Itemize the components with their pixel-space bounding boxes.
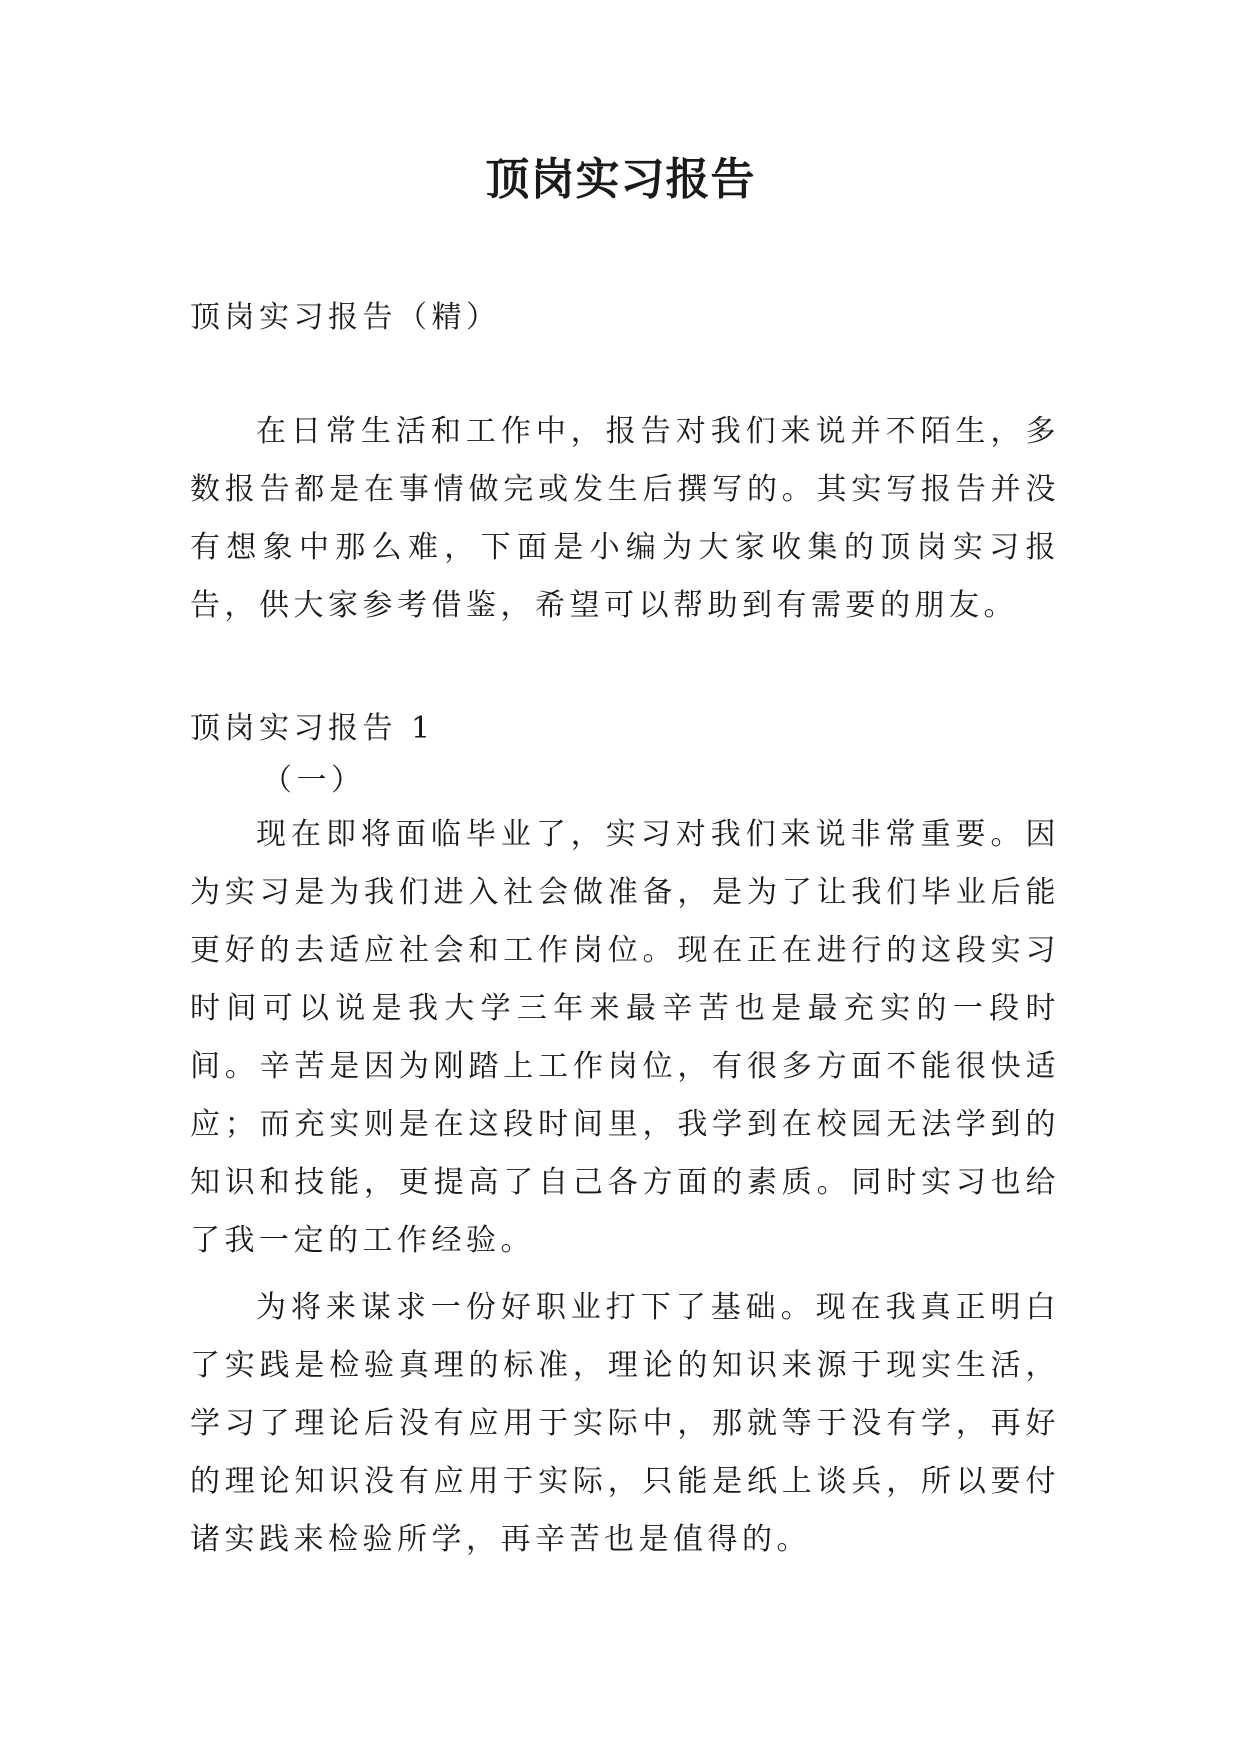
section-heading: 顶岗实习报告 1 <box>190 711 435 746</box>
document-subtitle: 顶岗实习报告（精） <box>190 300 501 335</box>
body-paragraph-1: 现在即将面临毕业了，实习对我们来说非常重要。因为实习是为我们进入社会做准备，是为了让我们毕业后能更好的去适应社会和工作岗位。现在正在进行的这段实习时间可以说是我大学三年来最辛苦也是最充实的一段时间。辛苦是因为刚踏上工作岗位，有很多方面不能很快适应；而充实则是在这段时间里，我学到在校园无法学到的知识和技能，更提高了自己各方面的素质。同时实习也给了我一定的工作经验。 <box>190 817 1060 1258</box>
intro-paragraph: 在日常生活和工作中，报告对我们来说并不陌生，多数报告都是在事情做完或发生后撰写的。其实写报告并没有想象中那么难，下面是小编为大家收集的顶岗实习报告，供大家参考借鉴，希望可以帮助到有需要的朋友。 <box>190 414 1060 623</box>
section-subheading: （一） <box>262 763 366 798</box>
body-paragraph-2: 为将来谋求一份好职业打下了基础。现在我真正明白了实践是检验真理的标准，理论的知识来源于现实生活，学习了理论后没有应用于实际中，那就等于没有学，再好的理论知识没有应用于实际，只能是纸上谈兵，所以要付诸实践来检验所学，再辛苦也是值得的。 <box>190 1290 1060 1557</box>
document-title: 顶岗实习报告 <box>485 154 756 205</box>
